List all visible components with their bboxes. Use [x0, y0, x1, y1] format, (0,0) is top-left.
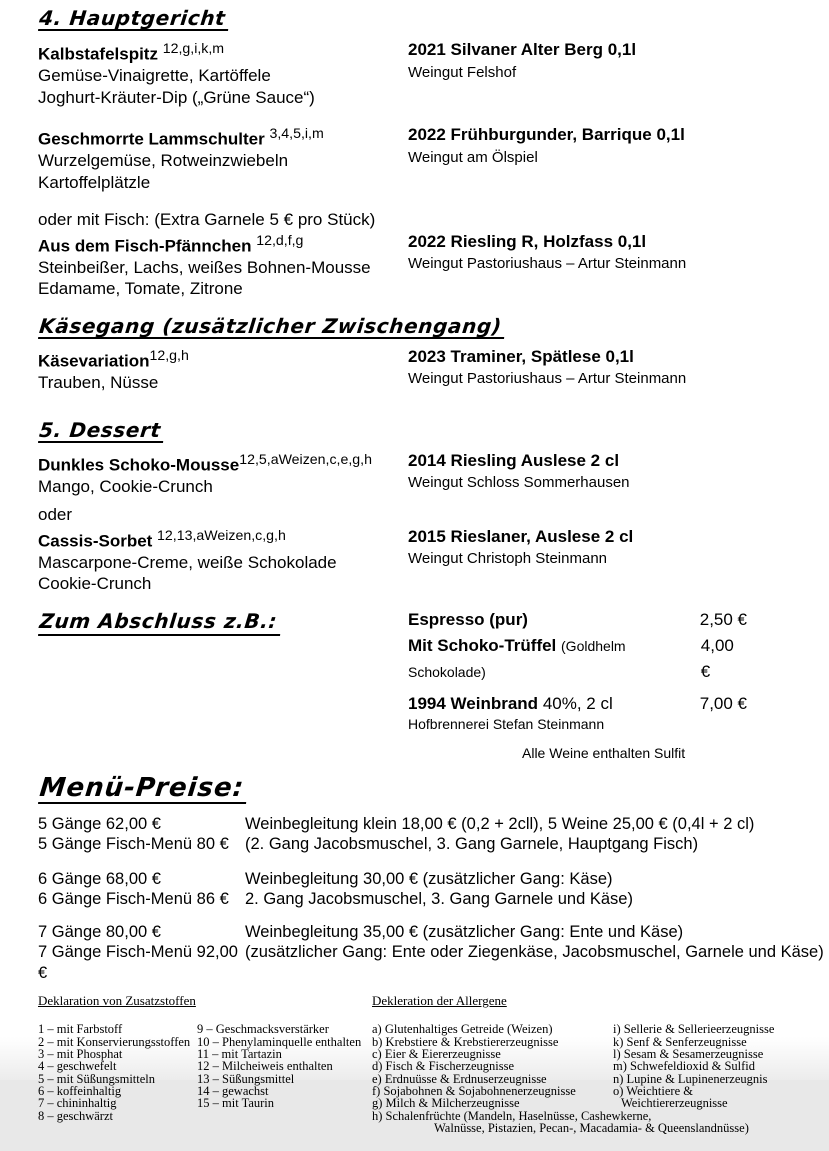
additives-list-2: 9 – Geschmacksverstärker 10 – Phenylaminquelle enthalten 11 – mit Tartazin 12 – Milcheiweis enthalten 13 – Süßungsmittel 14 – gewachst 15 – mit Taurin [197, 1022, 362, 1111]
dish-block [38, 124, 408, 193]
dish-name: Geschmorrte Lammschulter [38, 129, 270, 149]
menu-price-row [38, 869, 791, 890]
dish-block [38, 346, 408, 394]
dish-name: Aus dem Fisch-Pfännchen [38, 236, 257, 256]
item-price: 4,00 € [700, 635, 734, 681]
dish-title [38, 39, 408, 65]
item-name: Espresso (pur) [408, 609, 528, 629]
allergens-header: Dekleration der Allergene [372, 993, 507, 1009]
section-heading-abschluss: Zum Abschluss z.B.: [38, 609, 283, 636]
item-note: (Goldhelm Schokolade) [408, 637, 626, 680]
item-note: 40%, 2 cl [542, 693, 613, 713]
menu-price-left: 5 Gänge Fisch-Menü 80 € [38, 835, 229, 854]
dish-allergen-sup: 12,g,h [149, 347, 189, 364]
additives-list-1: 1 – mit Farbstoff 2 – mit Konservierungsstoffen 3 – mit Phosphat 4 – geschwefelt 5 – mit Süßungsmitteln 6 – koffeinhaltig 7 – chininhaltig 8 – geschwärzt [38, 1022, 191, 1123]
winery-name: Weingut Felshof [408, 63, 517, 81]
course-row-cassis-sorbet [38, 504, 791, 595]
course-row-schoko-mousse [38, 450, 791, 498]
dish-name: Kalbstafelspitz [38, 44, 163, 64]
wine-name: 2022 Riesling R, Holzfass 0,1l [408, 231, 647, 251]
price-row-weinbrand [408, 693, 747, 715]
menu-price-right: (2. Gang Jacobsmuschel, 3. Gang Garnele, Hauptgang Fisch) [245, 835, 699, 854]
item-name: Mit Schoko-Trüffel [408, 635, 557, 655]
dish-allergen-sup: 12,d,f,g [256, 232, 304, 249]
dish-allergen-sup: 12,5,aWeizen,c,e,g,h [239, 451, 372, 468]
dish-title [38, 450, 408, 476]
dish-description: Steinbeißer, Lachs, weißes Bohnen-Mousse Edamame, Tomate, Zitrone [38, 257, 371, 299]
wine-name: 2014 Riesling Auslese 2 cl [408, 450, 620, 470]
dish-block [38, 504, 408, 595]
menu-price-left: 7 Gänge 80,00 € [38, 922, 161, 941]
section-heading-hauptgericht: 4. Hauptgericht [38, 8, 231, 31]
wine-name: 2015 Rieslaner, Auslese 2 cl [408, 526, 634, 546]
dish-description: Trauben, Nüsse [38, 373, 159, 393]
wine-name: 2021 Silvaner Alter Berg 0,1l [408, 40, 637, 59]
dish-name: Käsevariation [38, 351, 150, 371]
menu-price-row [38, 922, 791, 943]
menu-price-left: 7 Gänge Fisch-Menü 92,00 € [38, 943, 238, 982]
wine-name: 2023 Traminer, Spätlese 0,1l [408, 346, 634, 366]
dish-allergen-sup: 3,4,5,i,m [269, 126, 324, 143]
declarations-section [38, 991, 791, 1151]
menu-price-left: 5 Gänge 62,00 € [38, 814, 161, 833]
course-row-fisch-pfaennchen [38, 209, 791, 300]
item-price: 7,00 € [699, 693, 747, 713]
item-price: 2,50 € [699, 609, 747, 629]
menu-price-row [38, 834, 791, 855]
dish-description: Mascarpone-Creme, weiße Schokolade Cookie-Crunch [38, 552, 337, 594]
item-name: 1994 Weinbrand [408, 693, 539, 713]
winery-name: Weingut Christoph Steinmann [408, 550, 607, 568]
dish-name: Dunkles Schoko-Mousse [38, 455, 240, 475]
winery-name: Weingut Pastoriushaus – Artur Steinmann [408, 255, 687, 273]
dish-allergen-sup: 12,13,aWeizen,c,g,h [157, 527, 286, 544]
dish-name: Cassis-Sorbet [38, 531, 158, 551]
dish-description: Mango, Cookie-Crunch [38, 476, 213, 496]
allergens-list-1: a) Glutenhaltiges Getreide (Weizen) b) Krebstiere & Krebstiererzeugnisse c) Eier & Eiererzeugnisse d) Fisch & Fischerzeugnisse e) Erdnuüsse & Erdnuserzeugnisse f) Sojabohnen & Sojabohnenerzeugnisse g) Milch & Milcherzeugnisse h) Schalenfrüchte (Mandeln, Haselnüsse, Cashewkerne, Walnüsse, Pistazien, Pecan-, Macadamia- & Queenslandnüsse) [372, 1022, 749, 1135]
dish-description: Wurzelgemüse, Rotweinzwiebeln Kartoffelplätzle [38, 151, 289, 192]
wine-name: 2022 Frühburgunder, Barrique 0,1l [408, 125, 685, 145]
dish-block [38, 450, 408, 498]
wine-block [408, 39, 791, 108]
menu-price-row [38, 942, 824, 983]
winery-name: Weingut am Ölspiel [408, 148, 538, 166]
dish-alternative-note: oder [38, 505, 73, 525]
price-row-espresso [408, 607, 747, 633]
dish-description: Gemüse-Vinaigrette, Kartöffele Joghurt-Kräuter-Dip („Grüne Sauce“) [38, 66, 315, 107]
additives-header: Deklaration von Zusatzstoffen [38, 993, 196, 1009]
dish-alternative-note: oder mit Fisch: (Extra Garnele 5 € pro Stück) [38, 210, 376, 230]
weinbrand-producer: Hofbrennerei Stefan Steinmann [408, 715, 605, 732]
dish-title [38, 526, 408, 552]
dish-title [38, 346, 408, 372]
wine-block [408, 209, 791, 300]
dish-block [38, 209, 408, 300]
dish-title [38, 124, 408, 150]
course-row-kaesevariation [38, 346, 791, 394]
course-row-kalbstafelspitz [38, 39, 791, 108]
section-heading-menu-preise: Menü-Preise: [38, 775, 250, 804]
winery-name: Weingut Schloss Sommerhausen [408, 474, 630, 492]
wine-block [408, 346, 791, 394]
dish-allergen-sup: 12,g,i,k,m [162, 41, 225, 57]
winery-name: Weingut Pastoriushaus – Artur Steinmann [408, 370, 687, 388]
menu-price-list [38, 814, 824, 984]
finish-section [38, 607, 791, 761]
dish-block [38, 39, 408, 108]
menu-price-left: 6 Gänge Fisch-Menü 86 € [38, 890, 229, 909]
menu-price-right: Weinbegleitung 30,00 € (zusätzlicher Gang: Käse) [245, 869, 613, 888]
price-row-schoko-trueffel [408, 633, 747, 685]
sulfit-note: Alle Weine enthalten Sulfit [522, 744, 686, 761]
menu-price-right: Weinbegleitung klein 18,00 € (0,2 + 2cll), 5 Weine 25,00 € (0,4l + 2 cl) [245, 814, 755, 833]
finish-heading-block [38, 607, 408, 761]
menu-price-row [38, 814, 791, 835]
section-heading-dessert: 5. Dessert [38, 420, 166, 443]
dish-title [38, 231, 408, 257]
menu-price-left: 6 Gänge 68,00 € [38, 869, 161, 888]
wine-block [408, 124, 791, 193]
menu-price-row [38, 889, 791, 910]
course-row-lammschulter [38, 124, 791, 193]
menu-price-right: Weinbegleitung 35,00 € (zusätzlicher Gang: Ente und Käse) [245, 922, 684, 941]
section-heading-kaesegang: Käsegang (zusätzlicher Zwischengang) [38, 316, 507, 339]
wine-block [408, 450, 791, 498]
allergens-list-2: i) Sellerie & Sellerieerzeugnisse k) Senf & Senferzeugnisse l) Sesam & Sesamerzeugnisse m) Schwefeldioxid & Sulfid n) Lupine & Lupinenerzeugnis o) Weichtiere & Weichtiererzeugnisse [613, 1022, 775, 1111]
menu-price-right: (zusätzlicher Gang: Ente oder Ziegenkäse, Jacobsmuschel, Garnele und Käse) [245, 943, 824, 962]
wine-block [408, 504, 791, 595]
finish-items [408, 607, 791, 761]
menu-price-right: 2. Gang Jacobsmuschel, 3. Gang Garnele und Käse) [245, 890, 633, 909]
